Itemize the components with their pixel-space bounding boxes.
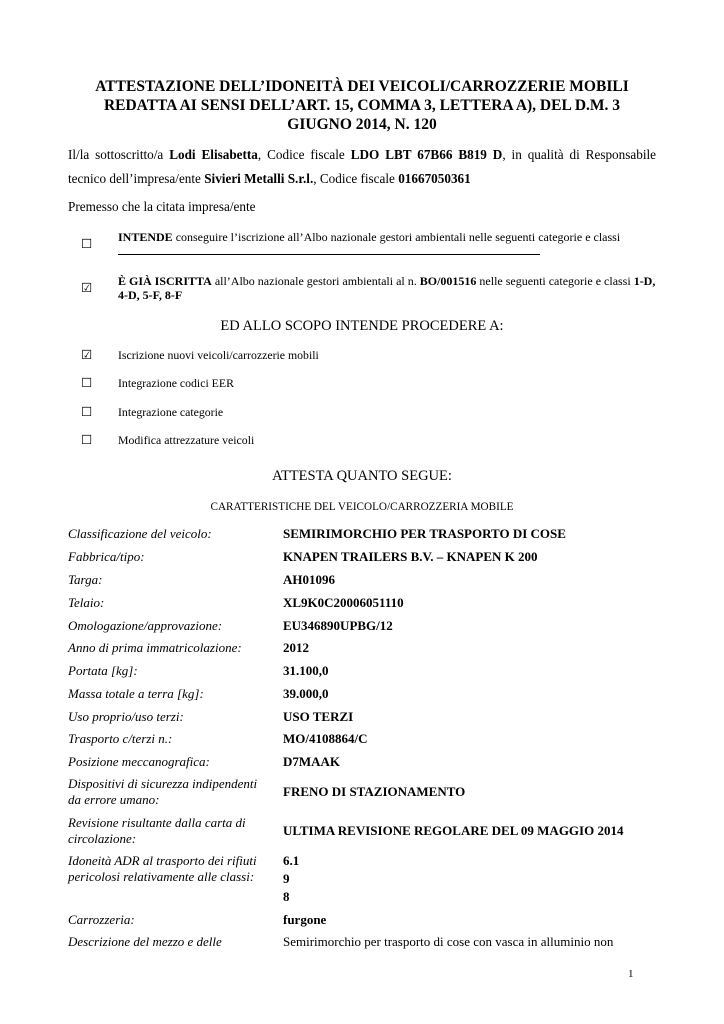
field-value: D7MAAK [283,754,341,769]
field-label: Uso proprio/uso terzi: [68,709,184,724]
field-value: 31.100,0 [283,663,329,678]
action-item: Iscrizione nuovi veicoli/carrozzerie mobili [118,348,319,362]
company-fiscal-code: 01667050361 [398,170,471,186]
field-label: Revisione risultante dalla carta di circolazione: [68,815,246,846]
option-iscritta-text: nelle seguenti categorie e classi [476,274,634,288]
field-label: Posizione meccanografica: [68,754,210,769]
field-value: Semirimorchio per trasporto di cose con vasca in alluminio non [283,934,614,949]
heading-procedere: ED ALLO SCOPO INTENDE PROCEDERE A: [220,318,504,334]
signatory-name: Lodi Elisabetta [169,147,258,162]
field-label: Telaio: [68,595,105,610]
checkbox-action[interactable]: ☐ [81,405,93,419]
option-intende-bold: INTENDE [118,230,173,244]
intro-text: , Codice fiscale [257,147,351,162]
field-label: Massa totale a terra [kg]: [68,686,204,701]
premesso-text: Premesso che la citata impresa/ente [68,199,256,214]
checkbox-action[interactable]: ☐ [81,433,93,447]
document-title [60,77,664,134]
field-label: Idoneità ADR al trasporto dei rifiuti pericolosi relativamente alle classi: [68,853,257,884]
page-number: 1 [628,968,634,980]
field-label: Classificazione del veicolo: [68,526,212,541]
field-value: MO/4108864/C [283,731,368,746]
field-value: AH01096 [283,572,335,587]
adr-class: 8 [283,889,290,904]
classes-fill-line [118,244,540,255]
field-label: Trasporto c/terzi n.: [68,731,173,746]
field-value: ULTIMA REVISIONE REGOLARE DEL 09 MAGGIO 2014 [283,823,624,838]
field-value: EU346890UPBG/12 [283,618,393,633]
field-value: 39.000,0 [283,686,329,701]
field-label: Carrozzeria: [68,912,135,927]
field-label: Descrizione del mezzo e delle [68,934,222,949]
option-intende [118,230,666,258]
adr-classes [283,852,655,906]
field-label: Portata [kg]: [68,663,138,678]
action-item: Integrazione codici EER [118,376,234,390]
field-label: Anno di prima immatricolazione: [68,640,242,655]
field-label: Dispositivi di sicurezza indipendenti da errore umano: [68,776,258,807]
heading-attesta: ATTESTA QUANTO SEGUE: [272,468,452,484]
field-value: FRENO DI STAZIONAMENTO [283,784,466,799]
registration-number: BO/001516 [419,274,477,288]
title-line: ATTESTAZIONE DELL’IDONEITÀ DEI VEICOLI/CARROZZERIE MOBILI [95,78,629,95]
checkbox-action[interactable]: ☐ [81,376,93,390]
action-item: Modifica attrezzature veicoli [118,433,255,447]
field-value: XL9K0C20006051110 [283,595,404,610]
option-iscritta-text: all’Albo nazionale gestori ambientali al n. [211,274,420,288]
field-label: Fabbrica/tipo: [68,549,145,564]
adr-class: 6.1 [283,853,300,868]
checkbox-intende[interactable]: ☐ [81,237,93,251]
registration-classes: 1-D, 4-D, 5-F, 8-F [118,274,656,302]
field-label: Omologazione/approvazione: [68,618,223,633]
field-label: Targa: [68,572,103,587]
option-intende-text: conseguire l’iscrizione all’Albo nazionale gestori ambientali nelle seguenti categorie e classi [172,230,621,244]
company-name: Sivieri Metalli S.r.l. [204,170,314,186]
adr-class: 9 [283,871,290,886]
title-line: REDATTA AI SENSI DELL’ART. 15, COMMA 3, LETTERA A), DEL D.M. 3 [103,97,621,114]
option-iscritta-bold: È GIÀ ISCRITTA [118,274,212,288]
field-value: USO TERZI [283,709,354,724]
field-value: 2012 [283,640,309,655]
title-line: GIUGNO 2014, N. 120 [287,116,437,133]
intro-paragraph [68,143,656,190]
intro-text: Il/la sottoscritto/a [68,147,170,162]
field-value: furgone [283,912,327,927]
intro-text: , in qualità di Responsabile tecnico dell’impresa/ente [68,147,656,186]
section-subheading: CARATTERISTICHE DEL VEICOLO/CARROZZERIA MOBILE [210,501,514,513]
field-value: KNAPEN TRAILERS B.V. – KNAPEN K 200 [283,549,538,564]
intro-text: , Codice fiscale [313,170,399,186]
option-iscritta [118,274,666,302]
field-value: SEMIRIMORCHIO PER TRASPORTO DI COSE [283,526,566,541]
action-item: Integrazione categorie [118,405,224,419]
checkbox-iscritta[interactable]: ☑ [81,281,93,295]
signatory-fiscal-code: LDO LBT 67B66 B819 D [350,147,503,162]
checkbox-action[interactable]: ☑ [81,348,93,362]
